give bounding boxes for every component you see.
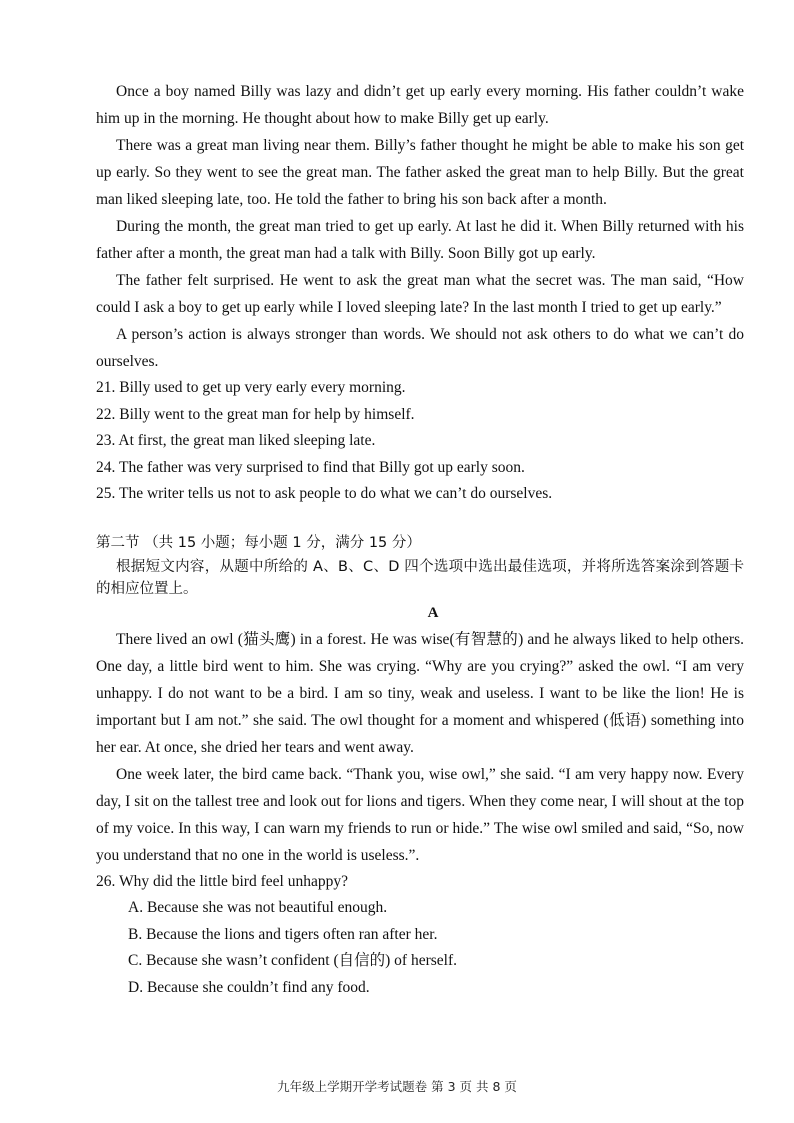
passage-paragraph: A person’s action is always stronger than words. We should not ask others to do what we can’t do ourselves. [96, 326, 744, 370]
page-footer: 九年级上学期开学考试题卷 第 3 页 共 8 页 [277, 1079, 517, 1094]
statement-25: 25. The writer tells us not to ask people to do what we can’t do ourselves. [96, 485, 553, 502]
passage-title: A [427, 604, 439, 621]
statement-24: 24. The father was very surprised to find that Billy got up early soon. [96, 458, 525, 476]
section-instruction: 根据短文内容，从题中所给的 A、B、C、D 四个选项中选出最佳选项，并将所选答案涂到答题卡的相应位置上。 [96, 558, 744, 597]
passage-billy [96, 78, 744, 375]
true-false-statements [96, 375, 744, 508]
statement-21: 21. Billy used to get up very early every morning. [96, 379, 406, 396]
passage-paragraph: There lived an owl (猫头鹰) in a forest. He was wise(有智慧的) and he always liked to help others. One day, a little bird went to him. She was crying. “Why are you crying?” asked the owl. “I am very unhappy. I do not want to be a bird. I am so tiny, weak and useless. I want to be like the lion! He is important but I am not.” she said. The owl thought for a moment and whispered (低语) something into her ear. At once, she dried her tears and went away. [96, 630, 744, 756]
passage-paragraph: There was a great man living near them. Billy’s father thought he might be able to make his son get up early. So they went to see the great man. The father asked the great man to help Billy. But the great man liked sleeping late, too. He told the father to bring his son back after a month. [96, 137, 744, 208]
passage-paragraph: Once a boy named Billy was lazy and didn’t get up early every morning. His father couldn’t wake him up in the morning. He thought about how to make Billy get up early. [96, 83, 744, 127]
option-b: B. Because the lions and tigers often ran after her. [128, 925, 438, 943]
statement-23: 23. At first, the great man liked sleeping late. [96, 432, 376, 449]
statement-22: 22. Billy went to the great man for help by himself. [96, 405, 415, 423]
question-stem: 26. Why did the little bird feel unhappy? [96, 872, 348, 890]
passage-paragraph: During the month, the great man tried to get up early. At last he did it. When Billy returned with his father after a month, the great man had a talk with Billy. Soon Billy got up early. [96, 218, 744, 262]
section-heading: 第二节 （共 15 小题；每小题 1 分，满分 15 分） [96, 534, 421, 551]
answer-options [96, 895, 744, 1001]
exam-page [96, 78, 744, 1001]
option-d: D. Because she couldn’t find any food. [128, 978, 370, 996]
option-a: A. Because she was not beautiful enough. [128, 899, 388, 916]
passage-paragraph: The father felt surprised. He went to ask the great man what the secret was. The man said, “How could I ask a boy to get up early while I loved sleeping late? In the last month I tried to get up early.” [96, 272, 744, 316]
passage-paragraph: One week later, the bird came back. “Thank you, wise owl,” she said. “I am very happy now. Every day, I sit on the tallest tree and look out for lions and tigers. When they come near, I will shout at the top of my voice. In this way, I can warn my friends to run or hide.” The wise owl smiled and said, “So, now you understand that no one in the world is useless.”. [96, 765, 744, 864]
question-26 [96, 869, 744, 1002]
option-c: C. Because she wasn’t confident (自信的) of herself. [128, 952, 457, 969]
passage-owl [96, 626, 744, 869]
